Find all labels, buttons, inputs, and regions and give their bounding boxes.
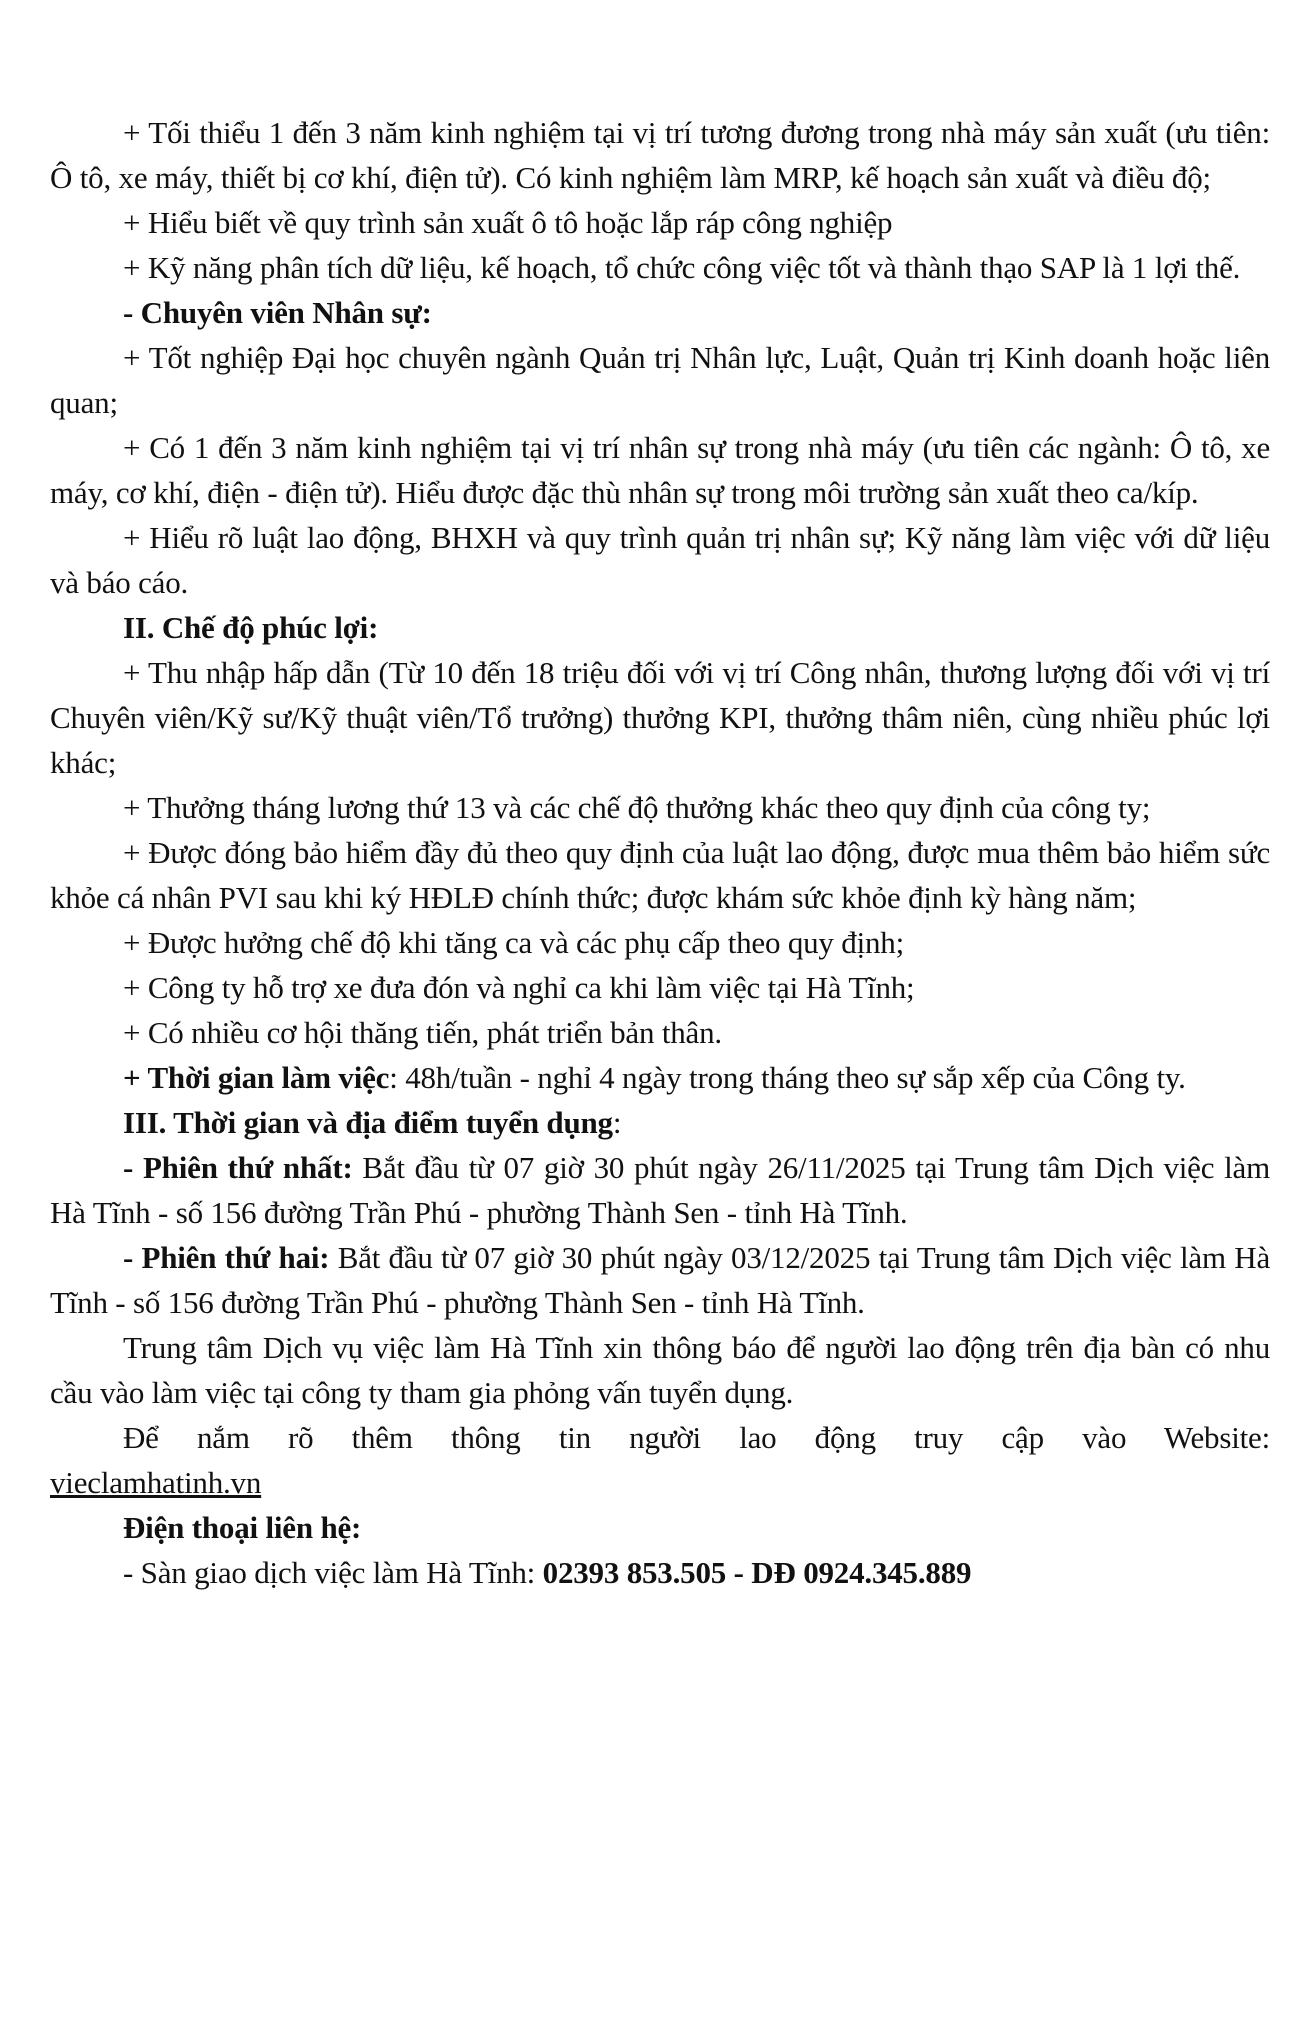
benefit-13th-month: + Thưởng tháng lương thứ 13 và các chế độ thưởng khác theo quy định của công ty; — [123, 790, 1151, 825]
contact-heading: Điện thoại liên hệ: — [123, 1510, 362, 1545]
website-link[interactable]: vieclamhatinh.vn — [50, 1465, 262, 1500]
hr-requirement-degree: + Tốt nghiệp Đại học chuyên ngành Quản trị Nhân lực, Luật, Quản trị Kinh doanh hoặc liên quan; — [50, 340, 1270, 420]
requirement-skills: + Kỹ năng phân tích dữ liệu, kế hoạch, tổ chức công việc tốt và thành thạo SAP là 1 lợi thế. — [123, 250, 1241, 285]
contact-phone: 02393 853.505 - DĐ 0924.345.889 — [542, 1555, 972, 1590]
session-one — [50, 1145, 1270, 1235]
website-paragraph: Để nắm rõ thêm thông tin người lao động truy cập vào Website: — [123, 1420, 1270, 1455]
session-one-label: - Phiên thứ nhất: — [123, 1150, 353, 1185]
requirement-experience: + Tối thiểu 1 đến 3 năm kinh nghiệm tại vị trí tương đương trong nhà máy sản xuất (ưu tiên: Ô tô, xe máy, thiết bị cơ khí, điện tử). Có kinh nghiệm làm MRP, kế hoạch sản xuất và điều độ; — [50, 115, 1270, 195]
benefit-overtime: + Được hưởng chế độ khi tăng ca và các phụ cấp theo quy định; — [123, 925, 904, 960]
benefits-heading: II. Chế độ phúc lợi: — [123, 610, 379, 645]
contact-label: - Sàn giao dịch việc làm Hà Tĩnh: — [123, 1555, 543, 1590]
working-time-label: + Thời gian làm việc — [123, 1060, 390, 1095]
schedule-heading — [50, 1100, 1270, 1145]
benefit-income: + Thu nhập hấp dẫn (Từ 10 đến 18 triệu đối với vị trí Công nhân, thương lượng đối với vị trí Chuyên viên/Kỹ sư/Kỹ thuật viên/Tổ trưởng) thưởng KPI, thưởng thâm niên, cùng nhiều phúc lợi khác; — [50, 655, 1270, 780]
benefit-promotion: + Có nhiều cơ hội thăng tiến, phát triển bản thân. — [123, 1015, 722, 1050]
contact-line — [50, 1550, 1270, 1595]
notice-paragraph: Trung tâm Dịch vụ việc làm Hà Tĩnh xin thông báo để người lao động trên địa bàn có nhu cầu vào làm việc tại công ty tham gia phỏng vấn tuyển dụng. — [50, 1330, 1270, 1410]
session-two-text: Bắt đầu từ 07 giờ 30 phút ngày 03/12/2025 tại Trung tâm Dịch việc làm Hà Tĩnh - số 156 đường Trần Phú - phường Thành Sen - tỉnh Hà Tĩnh. — [50, 1240, 1270, 1320]
schedule-heading-text: III. Thời gian và địa điểm tuyển dụng — [123, 1105, 613, 1140]
hr-requirement-experience: + Có 1 đến 3 năm kinh nghiệm tại vị trí nhân sự trong nhà máy (ưu tiên các ngành: Ô tô, xe máy, cơ khí, điện - điện tử). Hiểu được đặc thù nhân sự trong môi trường sản xuất theo ca/kíp. — [50, 430, 1270, 510]
benefit-shuttle: + Công ty hỗ trợ xe đưa đón và nghỉ ca khi làm việc tại Hà Tĩnh; — [123, 970, 915, 1005]
requirement-process: + Hiểu biết về quy trình sản xuất ô tô hoặc lắp ráp công nghiệp — [123, 205, 893, 240]
hr-specialist-heading: - Chuyên viên Nhân sự: — [123, 295, 432, 330]
session-two-label: - Phiên thứ hai: — [123, 1240, 330, 1275]
session-one-text: Bắt đầu từ 07 giờ 30 phút ngày 26/11/2025 tại Trung tâm Dịch việc làm Hà Tĩnh - số 156 đường Trần Phú - phường Thành Sen - tỉnh Hà Tĩnh. — [50, 1150, 1270, 1230]
working-time-text: : 48h/tuần - nghỉ 4 ngày trong tháng theo sự sắp xếp của Công ty. — [389, 1060, 1186, 1095]
website-line — [50, 1460, 1270, 1505]
session-two — [50, 1235, 1270, 1325]
benefit-insurance: + Được đóng bảo hiểm đầy đủ theo quy định của luật lao động, được mua thêm bảo hiểm sức khỏe cá nhân PVI sau khi ký HĐLĐ chính thức; được khám sức khỏe định kỳ hàng năm; — [50, 835, 1270, 915]
hr-requirement-law: + Hiểu rõ luật lao động, BHXH và quy trình quản trị nhân sự; Kỹ năng làm việc với dữ liệu và báo cáo. — [50, 520, 1270, 600]
schedule-heading-colon: : — [612, 1105, 622, 1140]
benefit-working-time — [50, 1055, 1270, 1100]
